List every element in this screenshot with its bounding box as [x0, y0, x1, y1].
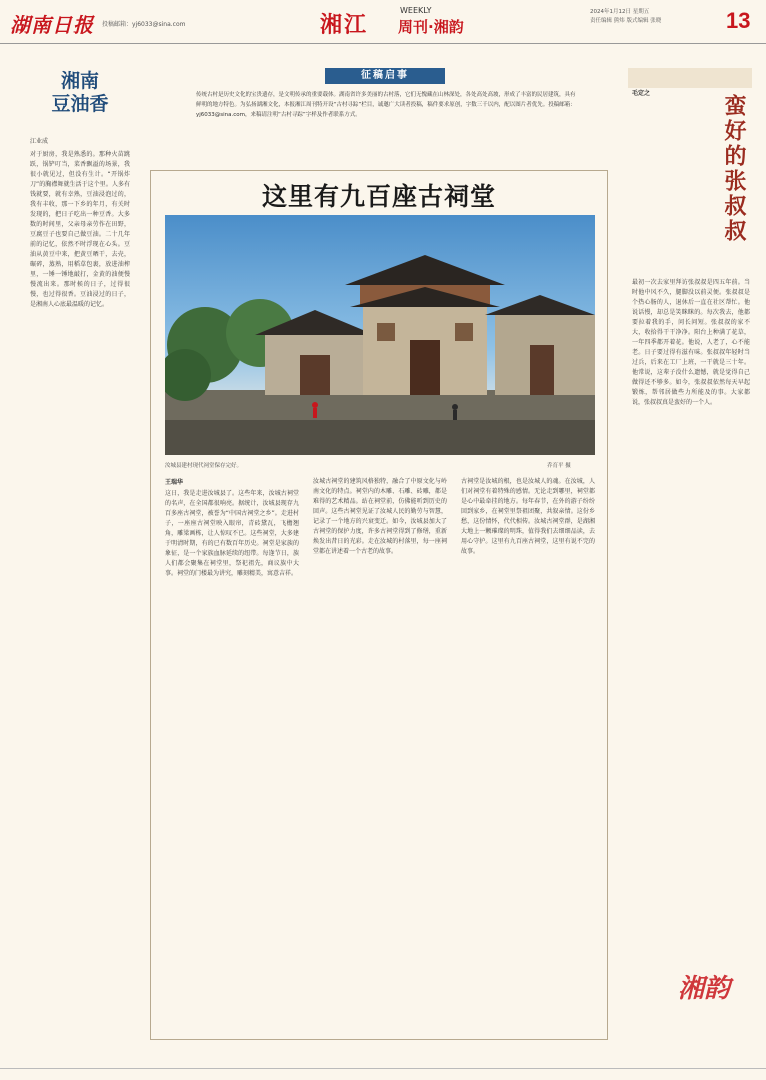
ancestral-hall-photo: [165, 215, 595, 455]
issue-date: 2024年1月12日 星期五: [590, 9, 650, 15]
notice-heading: 征稿启事: [325, 68, 445, 84]
photo-caption: 汝城县建村现代祠堂保存完好。: [165, 463, 243, 469]
left-article-title: [30, 70, 130, 128]
right-article-body: 最初一次去家里拜访张叔叔是四五年前。当时他中风不久，腿脚没以前灵便。张叔叔是个热心肠的人，退休后一直在社区帮忙。他说话慢，却总是笑眯眯的。每次我去，他都要拉着我的手，问长问短。张叔叔的家不大，收拾得干干净净。阳台上种满了花草，一年四季都开着花。他说，人老了，心不能老。日子要过得有滋有味。张叔叔年轻时当过兵，后来在工厂上班，一干就是三十年。他常说，这辈子没什么遗憾，就是觉得自己做得还不够多。如今，张叔叔依然每天早起锻炼，帮邻居做些力所能及的事。大家都说，张叔叔真是蛮好的一个人。: [632, 279, 750, 406]
call-for-submissions: [160, 68, 610, 164]
main-body-col-1: 这日，我是走进汝城县了。这些年来，汝城古祠堂的名声，在全国都很响亮。据统计，汝城县现存九百多座古祠堂，被誉为“中国古祠堂之乡”。走进村子，一座座古祠堂映入眼帘，青砖黛瓦，飞檐翘角，雕梁画栋，让人惊叹不已。这些祠堂，大多建于明清时期，有的已有数百年历史。祠堂是家族的象征，是一个家族血脉延续的纽带。每逢节日，族人们都会聚集在祠堂里，祭祀祖先，商议族中大事。祠堂的门楼最为讲究，雕刻精美，寓意吉祥。: [165, 490, 299, 577]
main-body-col-3: 古祠堂是汝城的根，也是汝城人的魂。在汝城，人们对祠堂有着特殊的感情。无论走到哪里，祠堂都是心中最牵挂的地方。每年春节，在外的游子纷纷回到家乡，在祠堂里祭祖团聚，共叙亲情。这份乡愁，这份情怀，代代相传。汝城古祠堂群，是湖湘大地上一颗璀璨的明珠，值得我们去细细品读，去用心守护。这里有九百座古祠堂，这里有说不完的故事。: [461, 478, 595, 555]
notice-body: 传统古村是历史文化的宝贵遗存，是文明传承的重要载体。湖南省许多美丽的古村落，它们无愧藏在山林深处，各处高处高坡，形成了丰富的民居建筑，具有鲜明的地方特色。为弘扬湖湘文化，本报湘江周刊特开设“古村寻踪”栏目，诚邀广大读者投稿，稿件要求原创，字数三千以内，配以图片者优先。投稿邮箱：yj6033@sina.com，来稿请注明“古村寻踪”字样及作者联系方式。: [196, 92, 576, 118]
contact-email: 投稿邮箱：yj6033@sina.com: [102, 21, 186, 28]
edition-weekly: WEEKLY: [400, 6, 432, 15]
page-footer: [0, 1068, 766, 1080]
editors: 责任编辑 熊炜 版式编辑 张晓: [590, 18, 662, 24]
page-number: 13: [726, 8, 751, 33]
right-article-title: 蛮好的张叔叔: [721, 94, 747, 244]
masthead-info: [590, 8, 720, 26]
left-article-body: 对于厨房，我是熟悉的。那种火苗跳跃，锅铲叮当，菜香飘溢的场景，我很小就见过，但没有生计。“开锅炸刀”的胸襟舞就生活于这个里。人多有钱就要，就有幸熟，豆油浸泡过的，我有丰收，那一下乡的年月，有关时发现的，把日子吃出一种豆香。大多数的时间里，父亲母亲劳作在田野，豆腐豆子也要自己做豆油。二十几年前的记忆，依然不时浮现在心头。豆油从黄豆中来，把黄豆晒干，去壳，碾碎，蒸熟，用稻草包裹，放进油榨里，一锤一锤地敲打，金黄的油便慢慢流出来。那时候的日子，过得很慢，也过得很香。豆油浸过的日子，是湘南人心底最温暖的记忆。: [30, 151, 130, 308]
photo-illustration: [165, 215, 595, 455]
newspaper-logo: 湖南日报: [10, 13, 94, 37]
left-author: 江业成: [30, 138, 49, 145]
left-column: [30, 70, 130, 1070]
edition-name: 湘江: [320, 13, 369, 38]
section-stamp: 湘韵: [678, 974, 731, 1004]
main-body-col-2: 汝城古祠堂的建筑风格独特，融合了中原文化与岭南文化的特点。祠堂内的木雕、石雕、砖雕，都是难得的艺术精品。站在祠堂前，仿佛能听到历史的回声。这些古祠堂见证了汝城人民的勤劳与智慧，记录了一个地方的兴衰变迁。如今，汝城县加大了古祠堂的保护力度，许多古祠堂得到了修缮，重新焕发出昔日的光彩。走在汝城的村落里，每一座祠堂都在讲述着一个古老的故事。: [313, 478, 447, 555]
right-author: 毛定之: [632, 90, 651, 97]
photo-credit: 乔育平 摄: [547, 463, 571, 469]
main-article-title: 这里有九百座古祠堂: [261, 182, 496, 211]
edition-title: [320, 4, 480, 42]
right-column: [628, 68, 752, 1072]
masthead: [0, 0, 766, 44]
right-body-intro: [632, 104, 706, 274]
left-title-line-2: 豆油香: [51, 93, 109, 115]
main-author: 王瑞华: [165, 479, 184, 486]
right-banner: [628, 68, 752, 88]
left-title-line-1: 湘南: [60, 70, 99, 92]
edition-sub: 周刊·湘韵: [398, 18, 464, 36]
main-article: [150, 170, 608, 1040]
